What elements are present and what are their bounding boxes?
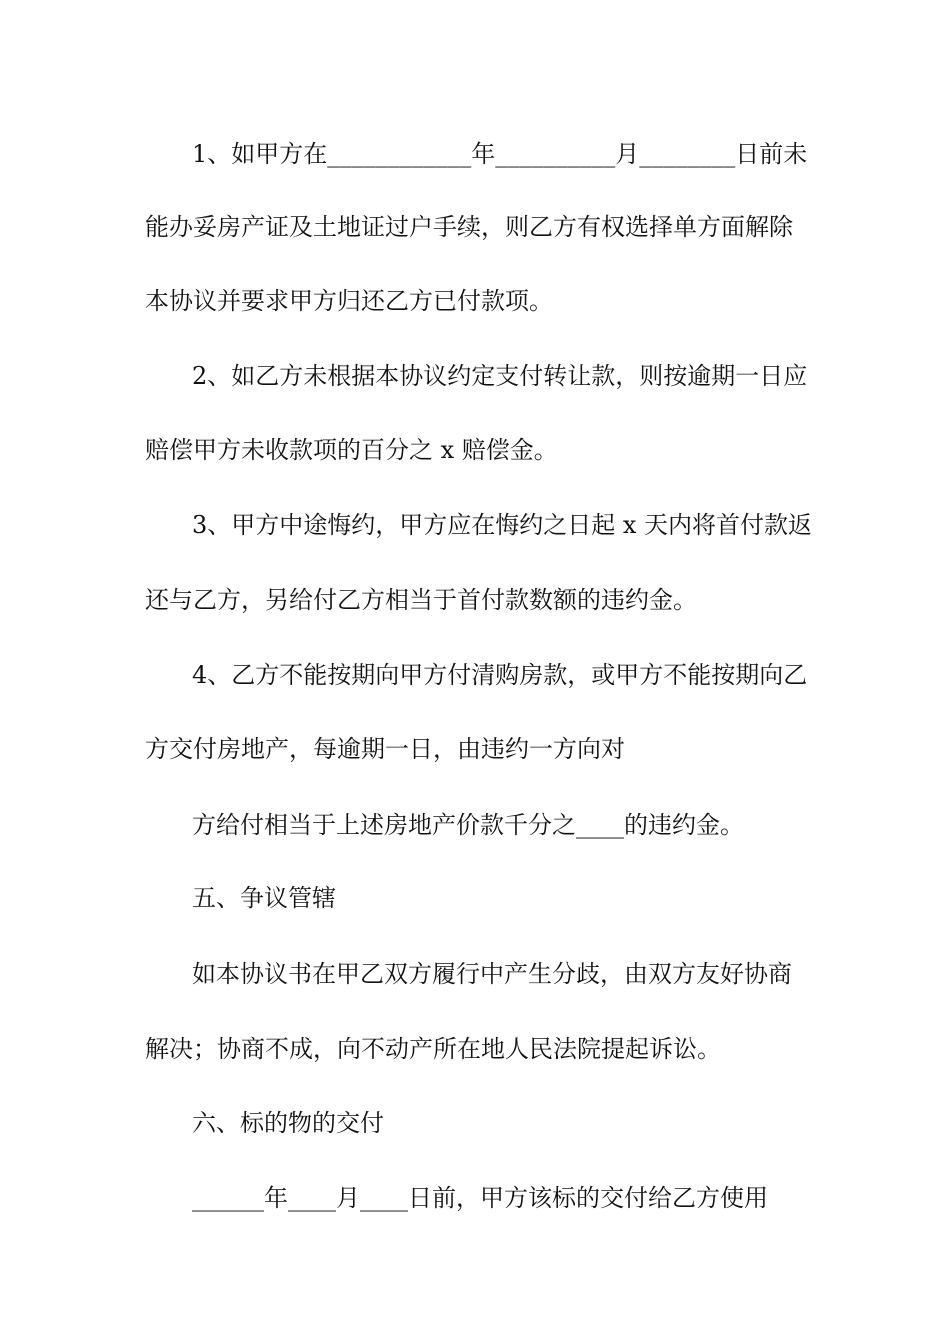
- dispute-line-1: 如本协议书在甲乙双方履行中产生分歧，由双方友好协商: [192, 960, 792, 988]
- clause-4-line-2: 方交付房地产，每逾期一日，由违约一方向对: [145, 735, 625, 763]
- clause-2-line-2: 赔偿甲方未收款项的百分之 x 赔偿金。: [145, 436, 558, 464]
- section-heading-delivery: 六、标的物的交付: [192, 1109, 384, 1137]
- clause-1-line-1: 1、如甲方在____________年__________月________日前未: [192, 140, 808, 168]
- clause-1-line-3: 本协议并要求甲方归还乙方已付款项。: [145, 287, 553, 315]
- clause-4-line-1: 4、乙方不能按期向甲方付清购房款，或甲方不能按期向乙: [192, 661, 808, 689]
- clause-2-line-1: 2、如乙方未根据本协议约定支付转让款，则按逾期一日应: [192, 362, 808, 390]
- clause-3-line-1: 3、甲方中途悔约，甲方应在悔约之日起 x 天内将首付款返: [192, 511, 813, 539]
- section-heading-dispute: 五、争议管辖: [192, 884, 336, 912]
- clause-1-line-2: 能办妥房产证及土地证过户手续，则乙方有权选择单方面解除: [145, 213, 793, 241]
- dispute-line-2: 解决；协商不成，向不动产所在地人民法院提起诉讼。: [145, 1035, 721, 1063]
- clause-3-line-2: 还与乙方，另给付乙方相当于首付款数额的违约金。: [145, 586, 697, 614]
- delivery-line-1: ______年____月____日前，甲方该标的交付给乙方使用: [192, 1184, 768, 1212]
- clause-4-line-3: 方给付相当于上述房地产价款千分之____的违约金。: [192, 811, 744, 839]
